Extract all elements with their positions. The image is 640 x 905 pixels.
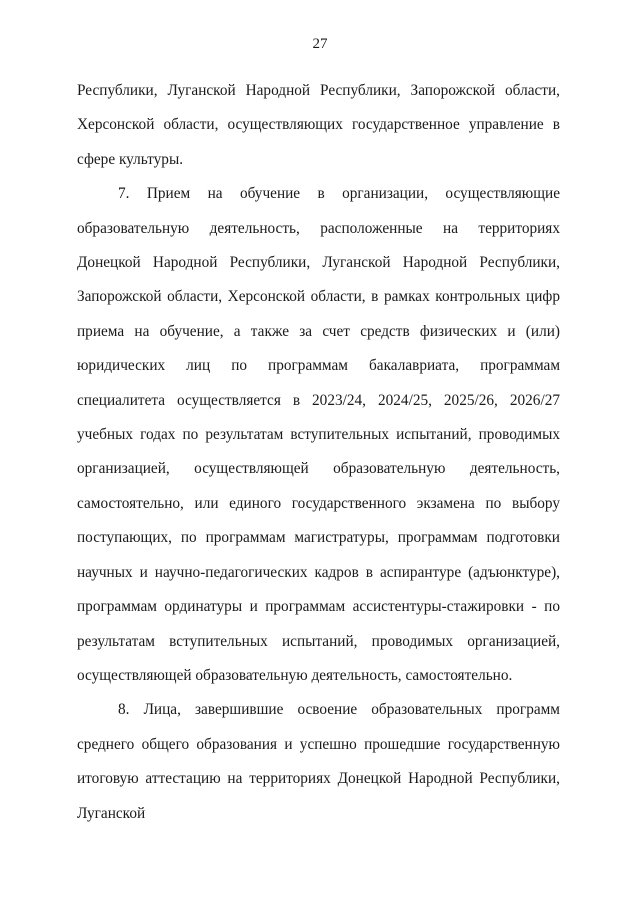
paragraph-item-7: 7. Прием на обучение в организации, осуществляющие образовательную деятельность, расположенные на территориях Донецкой Народной Республики, Луганской Народной Республики, Запорожской области, Херсонской области, в рамках контрольных цифр приема на обучение, а также за счет средств физических и (или) юридических лиц по программам бакалавриата, программам специалитета осуществляется в 2023/24, 2024/25, 2025/26, 2026/27 учебных годах по результатам вступительных испытаний, проводимых организацией, осуществляющей образовательную деятельность, самостоятельно, или единого государственного экзамена по выбору поступающих, по программам магистратуры, программам подготовки научных и научно-педагогических кадров в аспирантуре (адъюнктуре), программам ординатуры и программам ассистентуры-стажировки - по результатам вступительных испытаний, проводимых организацией, осуществляющей образовательную деятельность, самостоятельно. [77, 185, 560, 684]
paragraph-continuation: Республики, Луганской Народной Республики, Запорожской области, Херсонской области, осуществляющих государственное управление в сфере культуры. [77, 82, 560, 168]
document-body [77, 74, 560, 831]
page-number: 27 [312, 36, 328, 52]
paragraph-item-8: 8. Лица, завершившие освоение образовательных программ среднего общего образования и успешно прошедшие государственную итоговую аттестацию на территориях Донецкой Народной Республики, Луганской [77, 701, 560, 822]
